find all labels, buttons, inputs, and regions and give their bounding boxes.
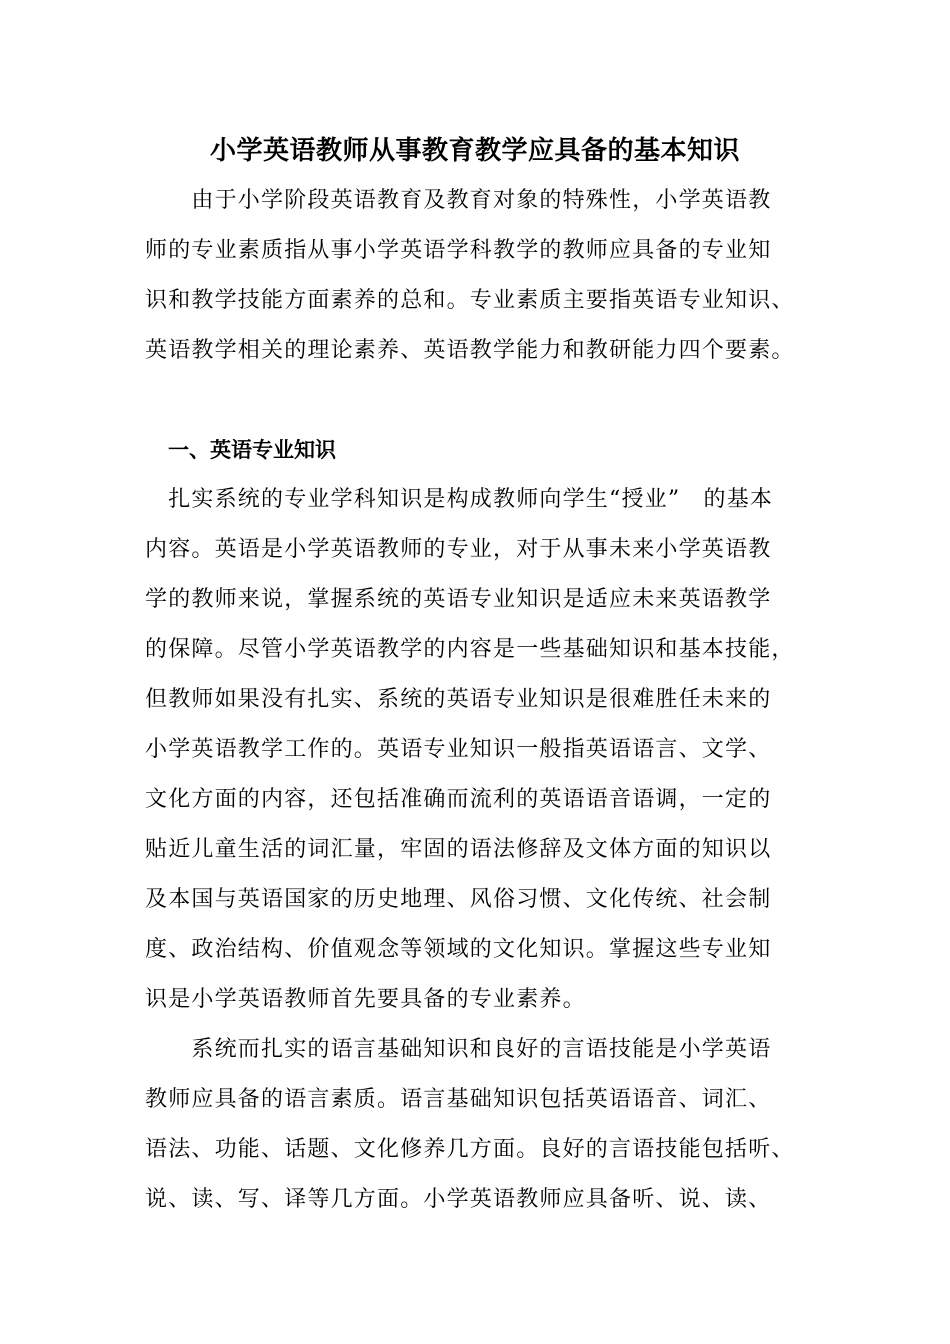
paragraph-line: 系统而扎实的语言基础知识和良好的言语技能是小学英语 [145,1037,772,1062]
paragraph-line: 贴近儿童生活的词汇量，牢固的语法修辞及文体方面的知识以 [145,837,772,862]
paragraph-line: 学的教师来说，掌握系统的英语专业知识是适应未来英语教学 [145,587,772,612]
intro-paragraph [145,176,835,376]
paragraph-line: 由于小学阶段英语教育及教育对象的特殊性，小学英语教 [145,188,772,213]
section-paragraph-1 [145,475,835,1025]
section-paragraph-2 [145,1025,835,1225]
paragraph-line: 英语教学相关的理论素养、英语教学能力和教研能力四个要素。 [145,338,795,363]
paragraph-line: 识是小学英语教师首先要具备的专业素养。 [145,987,586,1012]
paragraph-line: 内容。英语是小学英语教师的专业，对于从事未来小学英语教 [145,537,772,562]
paragraph-line: 文化方面的内容，还包括准确而流利的英语语音语调，一定的 [145,787,772,812]
paragraph-line: 的保障。尽管小学英语教学的内容是一些基础知识和基本技能， [145,637,795,662]
section-heading: 一、英语专业知识 [168,437,336,462]
paragraph-line: 语法、功能、话题、文化修养几方面。良好的言语技能包括听、 [145,1137,795,1162]
paragraph-line: 教师应具备的语言素质。语言基础知识包括英语语音、词汇、 [145,1087,772,1112]
paragraph-line: 扎实系统的专业学科知识是构成教师向学生“授业” 的基本 [145,487,774,512]
paragraph-line: 小学英语教学工作的。英语专业知识一般指英语语言、文学、 [145,737,772,762]
paragraph-line: 师的专业素质指从事小学英语学科教学的教师应具备的专业知 [145,238,772,263]
paragraph-line: 识和教学技能方面素养的总和。专业素质主要指英语专业知识、 [145,288,795,313]
paragraph-line: 说、读、写、译等几方面。小学英语教师应具备听、说、读、 [145,1187,772,1212]
paragraph-line: 但教师如果没有扎实、系统的英语专业知识是很难胜任未来的 [145,687,772,712]
document-title: 小学英语教师从事教育教学应具备的基本知识 [209,136,740,166]
paragraph-line: 及本国与英语国家的历史地理、风俗习惯、文化传统、社会制 [145,887,772,912]
paragraph-line: 度、政治结构、价值观念等领域的文化知识。掌握这些专业知 [145,937,772,962]
